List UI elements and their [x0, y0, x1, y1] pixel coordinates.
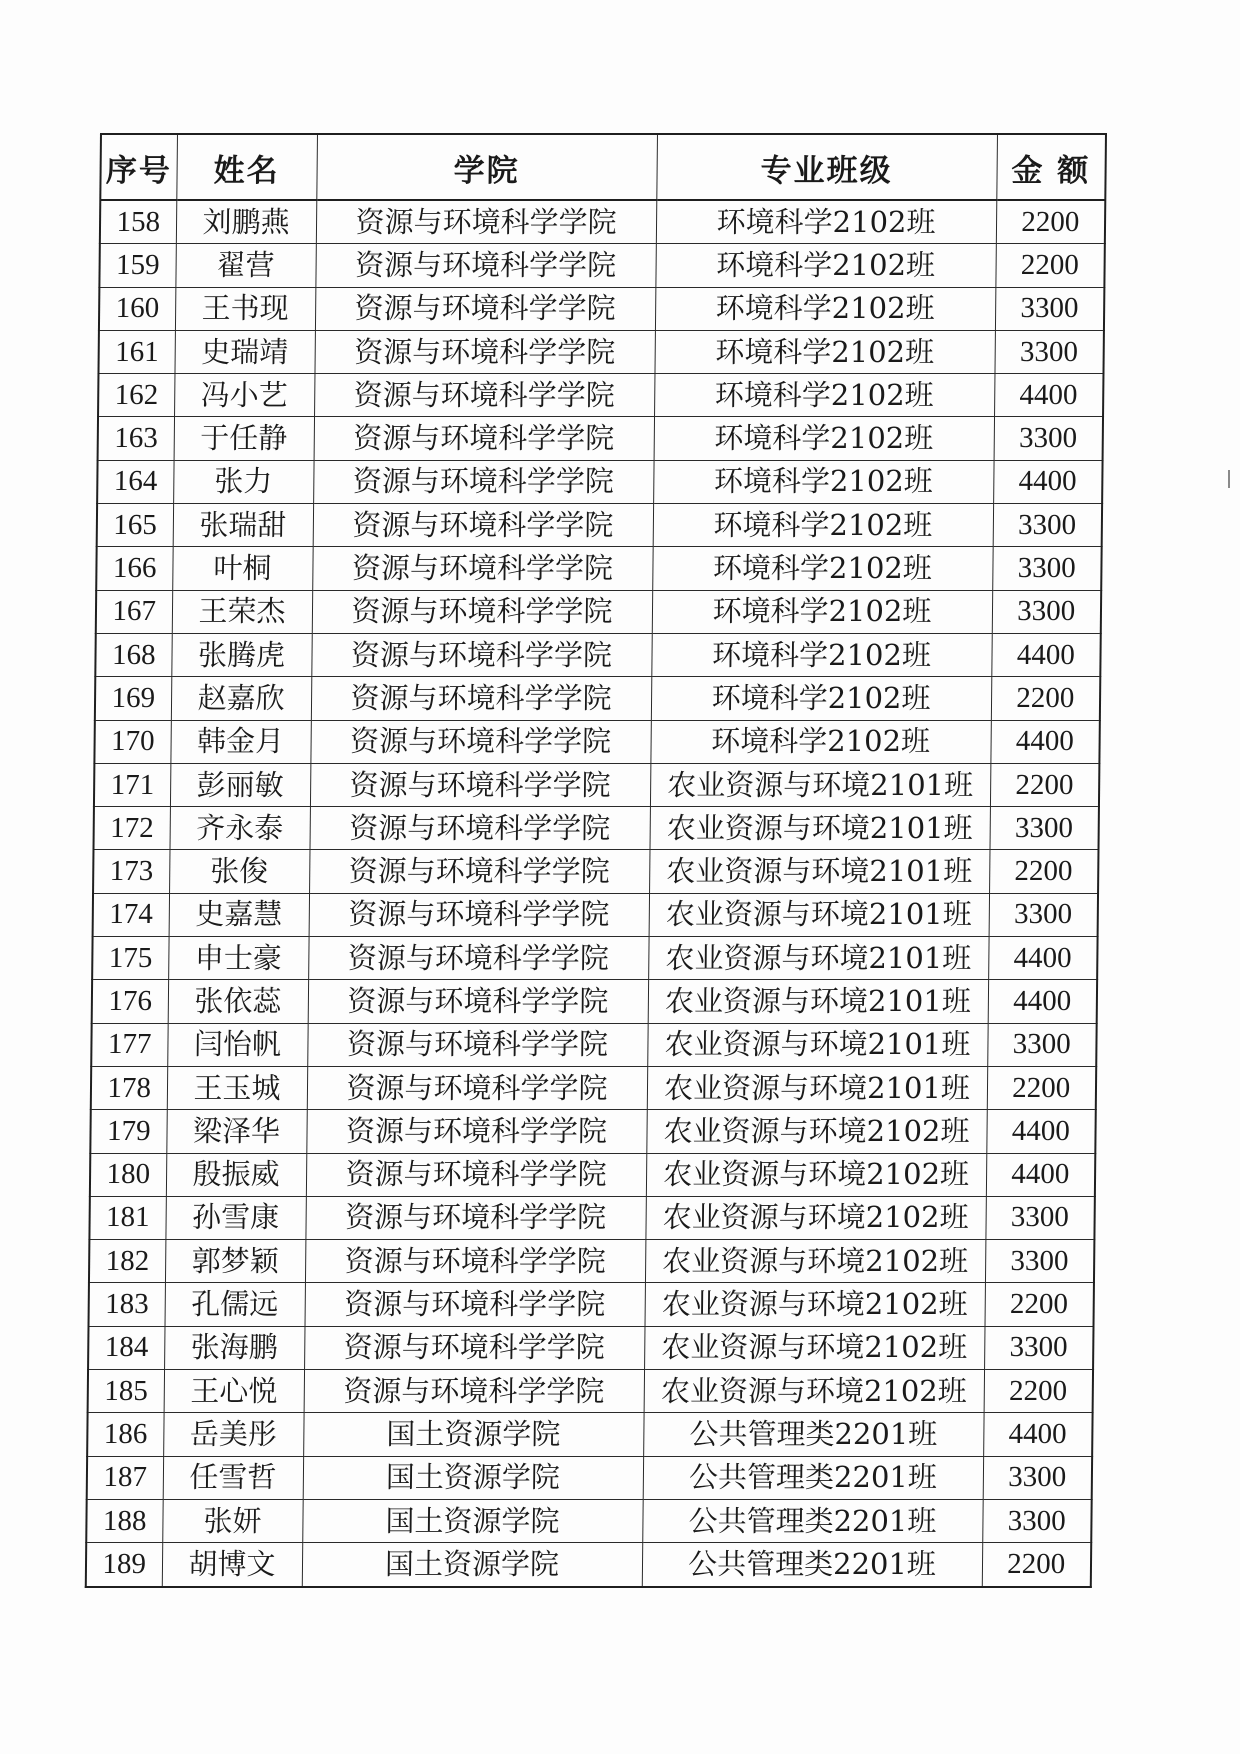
cell-college: 资源与环境科学学院 [310, 763, 650, 806]
table-row [91, 1066, 1096, 1109]
cell-college: 资源与环境科学学院 [306, 1153, 646, 1196]
cell-amount: 2200 [995, 244, 1104, 287]
cell-college: 资源与环境科学学院 [311, 677, 651, 720]
cell-class: 环境科学2102班 [650, 720, 990, 763]
cell-college: 资源与环境科学学院 [309, 893, 649, 936]
cell-college: 国土资源学院 [303, 1456, 643, 1499]
cell-class: 环境科学2102班 [653, 460, 993, 503]
table-row [93, 850, 1098, 893]
cell-amount: 3300 [985, 1240, 1094, 1283]
cell-class: 农业资源与环境2101班 [649, 850, 989, 893]
cell-class: 农业资源与环境2102班 [645, 1240, 985, 1283]
cell-serial-number: 165 [97, 504, 173, 547]
cell-name: 孙雪康 [165, 1196, 305, 1239]
table-row [89, 1240, 1094, 1283]
cell-college: 资源与环境科学学院 [315, 244, 655, 287]
scan-margin-mark [1228, 470, 1230, 488]
cell-college: 资源与环境科学学院 [312, 590, 652, 633]
cell-name: 郭梦颖 [165, 1240, 305, 1283]
cell-name: 张海鹏 [164, 1326, 304, 1369]
cell-name: 任雪哲 [163, 1456, 303, 1499]
cell-name: 王书现 [175, 287, 315, 330]
cell-name: 张腾虎 [171, 633, 311, 676]
cell-college: 资源与环境科学学院 [314, 330, 654, 373]
cell-name: 张妍 [162, 1499, 302, 1542]
header-college: 学院 [316, 134, 657, 200]
cell-college: 资源与环境科学学院 [304, 1326, 644, 1369]
cell-college: 资源与环境科学学院 [311, 633, 651, 676]
table-row [94, 763, 1099, 806]
cell-class: 环境科学2102班 [652, 590, 992, 633]
cell-name: 史嘉慧 [169, 893, 309, 936]
cell-name: 叶桐 [172, 547, 312, 590]
cell-class: 农业资源与环境2102班 [646, 1110, 986, 1153]
table-row [89, 1196, 1094, 1239]
cell-serial-number: 178 [91, 1066, 167, 1109]
table-row [93, 807, 1098, 850]
cell-amount: 4400 [991, 633, 1100, 676]
cell-amount: 2200 [984, 1370, 1093, 1413]
cell-amount: 4400 [986, 1110, 1095, 1153]
table-row [86, 1543, 1091, 1587]
cell-serial-number: 180 [90, 1153, 166, 1196]
cell-amount: 2200 [991, 677, 1100, 720]
cell-college: 资源与环境科学学院 [308, 980, 648, 1023]
cell-college: 资源与环境科学学院 [305, 1240, 645, 1283]
cell-class: 环境科学2102班 [654, 417, 994, 460]
table-body [86, 200, 1106, 1587]
cell-serial-number: 167 [96, 590, 172, 633]
cell-class: 环境科学2102班 [655, 244, 995, 287]
table-row [95, 677, 1100, 720]
cell-name: 岳美彤 [163, 1413, 303, 1456]
table-row [98, 374, 1103, 417]
cell-name: 王玉城 [167, 1066, 307, 1109]
cell-serial-number: 159 [99, 244, 175, 287]
cell-name: 冯小艺 [174, 374, 314, 417]
cell-college: 资源与环境科学学院 [316, 200, 656, 244]
cell-amount: 3300 [983, 1456, 1092, 1499]
cell-class: 农业资源与环境2101班 [649, 807, 989, 850]
cell-amount: 4400 [983, 1413, 1092, 1456]
cell-serial-number: 174 [93, 893, 169, 936]
cell-serial-number: 173 [93, 850, 169, 893]
cell-amount: 3300 [982, 1499, 1091, 1542]
cell-name: 翟营 [175, 244, 315, 287]
cell-college: 资源与环境科学学院 [306, 1110, 646, 1153]
cell-name: 张依蕊 [168, 980, 308, 1023]
table-row [93, 893, 1098, 936]
cell-name: 梁泽华 [166, 1110, 306, 1153]
cell-serial-number: 189 [86, 1543, 162, 1587]
cell-amount: 2200 [982, 1543, 1091, 1587]
cell-name: 张力 [173, 460, 313, 503]
cell-class: 农业资源与环境2101班 [647, 1023, 987, 1066]
header-name: 姓名 [176, 134, 317, 200]
cell-class: 农业资源与环境2102班 [646, 1153, 986, 1196]
cell-serial-number: 183 [89, 1283, 165, 1326]
table-row [99, 287, 1104, 330]
header-serial-number: 序号 [100, 134, 177, 200]
cell-class: 环境科学2102班 [651, 633, 991, 676]
cell-serial-number: 158 [100, 200, 176, 244]
cell-college: 资源与环境科学学院 [305, 1283, 645, 1326]
cell-amount: 3300 [985, 1196, 1094, 1239]
cell-serial-number: 168 [95, 633, 171, 676]
cell-college: 国土资源学院 [302, 1543, 642, 1587]
cell-serial-number: 181 [89, 1196, 165, 1239]
cell-amount: 3300 [992, 547, 1101, 590]
cell-college: 资源与环境科学学院 [315, 287, 655, 330]
cell-college: 资源与环境科学学院 [309, 807, 649, 850]
cell-class: 环境科学2102班 [652, 547, 992, 590]
cell-class: 农业资源与环境2101班 [650, 763, 990, 806]
cell-college: 资源与环境科学学院 [313, 504, 653, 547]
cell-amount: 3300 [992, 590, 1101, 633]
cell-class: 农业资源与环境2101班 [648, 937, 988, 980]
cell-college: 国土资源学院 [303, 1413, 643, 1456]
cell-name: 闫怡帆 [167, 1023, 307, 1066]
cell-class: 公共管理类2201班 [643, 1456, 983, 1499]
cell-name: 殷振威 [166, 1153, 306, 1196]
cell-college: 资源与环境科学学院 [308, 937, 648, 980]
cell-amount: 2200 [989, 850, 1098, 893]
cell-name: 王心悦 [164, 1370, 304, 1413]
cell-name: 张俊 [169, 850, 309, 893]
header-class: 专业班级 [656, 134, 997, 200]
table-row [96, 590, 1101, 633]
cell-serial-number: 177 [91, 1023, 167, 1066]
cell-college: 国土资源学院 [302, 1499, 642, 1542]
cell-amount: 2200 [987, 1066, 1096, 1109]
cell-class: 农业资源与环境2102班 [644, 1370, 984, 1413]
cell-name: 彭丽敏 [170, 763, 310, 806]
roster-table-container [85, 133, 1105, 1588]
cell-class: 农业资源与环境2102班 [645, 1283, 985, 1326]
cell-college: 资源与环境科学学院 [312, 547, 652, 590]
cell-class: 环境科学2102班 [651, 677, 991, 720]
cell-serial-number: 175 [92, 937, 168, 980]
cell-college: 资源与环境科学学院 [309, 850, 649, 893]
table-row [98, 417, 1103, 460]
cell-serial-number: 169 [95, 677, 171, 720]
cell-amount: 4400 [988, 937, 1097, 980]
cell-serial-number: 163 [98, 417, 174, 460]
cell-college: 资源与环境科学学院 [307, 1023, 647, 1066]
cell-serial-number: 187 [87, 1456, 163, 1499]
cell-name: 申士豪 [168, 937, 308, 980]
cell-amount: 4400 [986, 1153, 1095, 1196]
table-row [88, 1370, 1093, 1413]
roster-table [85, 133, 1107, 1588]
cell-name: 刘鹏燕 [176, 200, 316, 244]
cell-amount: 3300 [993, 504, 1102, 547]
cell-college: 资源与环境科学学院 [304, 1370, 644, 1413]
cell-serial-number: 171 [94, 763, 170, 806]
cell-class: 公共管理类2201班 [642, 1543, 982, 1587]
cell-amount: 3300 [994, 330, 1103, 373]
cell-class: 环境科学2102班 [654, 330, 994, 373]
cell-serial-number: 166 [96, 547, 172, 590]
table-row [87, 1456, 1092, 1499]
table-row [96, 547, 1101, 590]
table-row [88, 1326, 1093, 1369]
cell-college: 资源与环境科学学院 [305, 1196, 645, 1239]
cell-serial-number: 186 [87, 1413, 163, 1456]
table-row [95, 633, 1100, 676]
cell-class: 农业资源与环境2102班 [644, 1326, 984, 1369]
cell-amount: 3300 [989, 893, 1098, 936]
cell-class: 环境科学2102班 [654, 374, 994, 417]
cell-serial-number: 176 [92, 980, 168, 1023]
cell-class: 环境科学2102班 [656, 200, 996, 244]
cell-amount: 3300 [989, 807, 1098, 850]
cell-amount: 3300 [995, 287, 1104, 330]
cell-amount: 4400 [990, 720, 1099, 763]
cell-name: 张瑞甜 [173, 504, 313, 547]
cell-serial-number: 185 [88, 1370, 164, 1413]
cell-serial-number: 164 [97, 460, 173, 503]
cell-amount: 3300 [994, 417, 1103, 460]
cell-serial-number: 182 [89, 1240, 165, 1283]
table-header-row [100, 134, 1106, 200]
cell-name: 孔儒远 [165, 1283, 305, 1326]
cell-amount: 4400 [988, 980, 1097, 1023]
table-row [97, 460, 1102, 503]
cell-amount: 3300 [984, 1326, 1093, 1369]
cell-serial-number: 161 [98, 330, 174, 373]
cell-name: 胡博文 [162, 1543, 302, 1587]
cell-college: 资源与环境科学学院 [307, 1066, 647, 1109]
cell-amount: 3300 [987, 1023, 1096, 1066]
cell-class: 公共管理类2201班 [642, 1499, 982, 1542]
cell-class: 环境科学2102班 [655, 287, 995, 330]
cell-class: 公共管理类2201班 [643, 1413, 983, 1456]
cell-serial-number: 172 [93, 807, 169, 850]
cell-college: 资源与环境科学学院 [313, 460, 653, 503]
table-row [91, 1023, 1096, 1066]
cell-amount: 4400 [994, 374, 1103, 417]
cell-serial-number: 179 [90, 1110, 166, 1153]
cell-class: 环境科学2102班 [653, 504, 993, 547]
cell-name: 赵嘉欣 [171, 677, 311, 720]
cell-amount: 2200 [996, 200, 1105, 244]
cell-amount: 2200 [985, 1283, 1094, 1326]
cell-serial-number: 162 [98, 374, 174, 417]
cell-serial-number: 170 [94, 720, 170, 763]
cell-class: 农业资源与环境2101班 [648, 980, 988, 1023]
table-row [89, 1283, 1094, 1326]
table-row [92, 980, 1097, 1023]
cell-college: 资源与环境科学学院 [310, 720, 650, 763]
cell-name: 韩金月 [170, 720, 310, 763]
table-row [92, 937, 1097, 980]
cell-college: 资源与环境科学学院 [314, 417, 654, 460]
cell-amount: 2200 [990, 763, 1099, 806]
cell-amount: 4400 [993, 460, 1102, 503]
cell-serial-number: 160 [99, 287, 175, 330]
cell-college: 资源与环境科学学院 [314, 374, 654, 417]
cell-class: 农业资源与环境2101班 [647, 1066, 987, 1109]
cell-serial-number: 188 [86, 1499, 162, 1542]
table-row [90, 1153, 1095, 1196]
table-row [90, 1110, 1095, 1153]
header-amount: 金 额 [996, 134, 1106, 200]
table-row [86, 1499, 1091, 1542]
cell-name: 王荣杰 [172, 590, 312, 633]
cell-name: 于任静 [174, 417, 314, 460]
table-row [97, 504, 1102, 547]
cell-name: 史瑞靖 [174, 330, 314, 373]
table-row [100, 200, 1105, 244]
cell-name: 齐永泰 [169, 807, 309, 850]
table-row [94, 720, 1099, 763]
table-row [99, 244, 1104, 287]
cell-class: 农业资源与环境2102班 [645, 1196, 985, 1239]
table-row [98, 330, 1103, 373]
cell-class: 农业资源与环境2101班 [649, 893, 989, 936]
cell-serial-number: 184 [88, 1326, 164, 1369]
table-row [87, 1413, 1092, 1456]
